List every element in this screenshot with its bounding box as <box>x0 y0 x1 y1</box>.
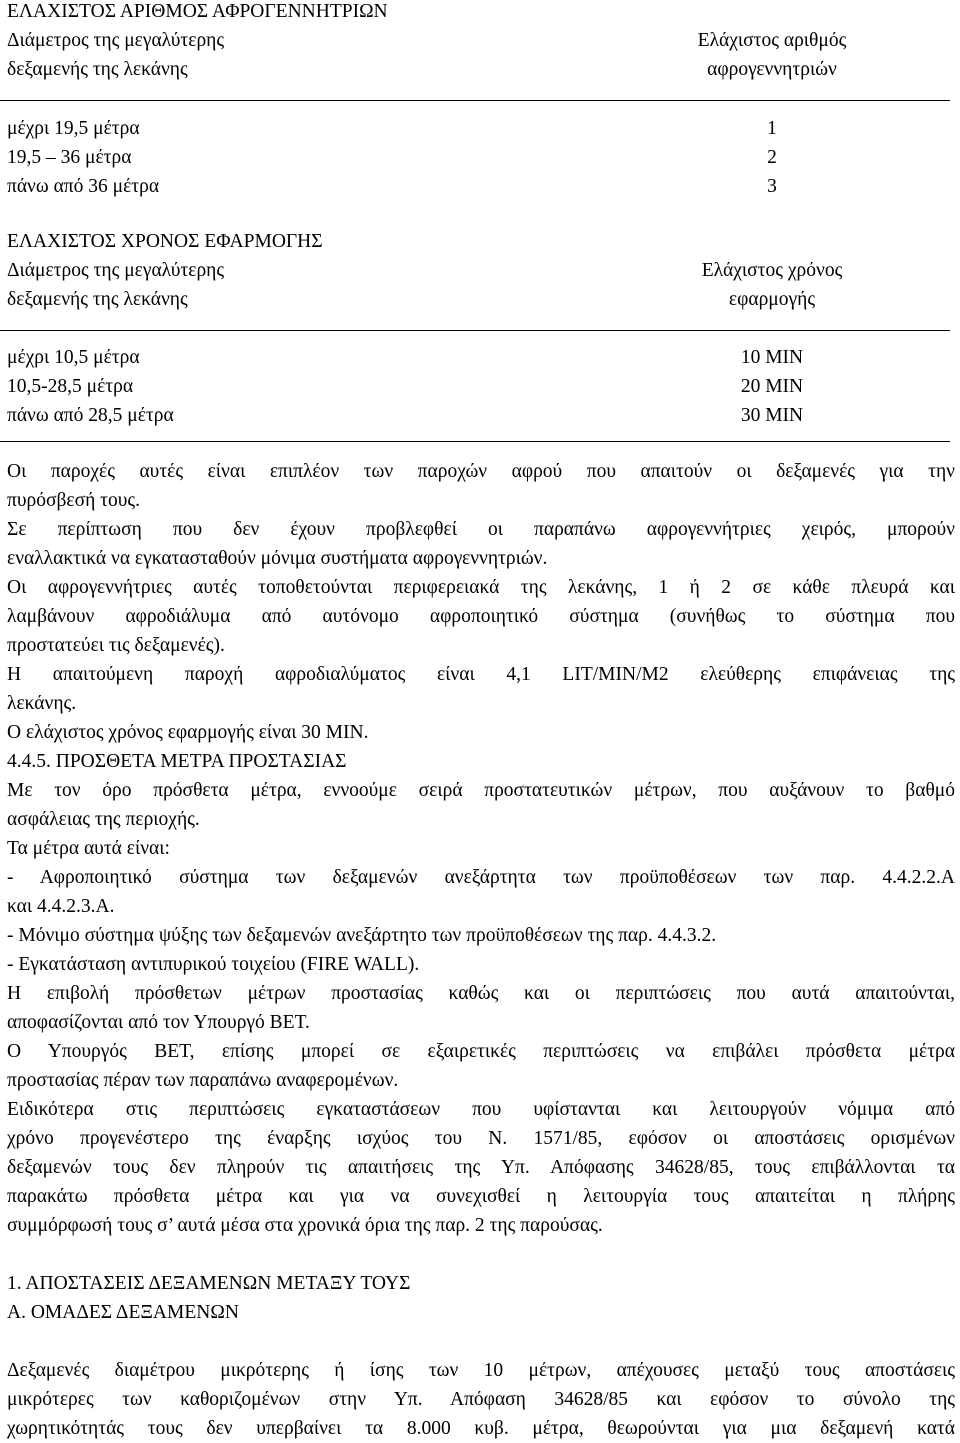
paragraph-line: Ειδικότερα στις περιπτώσεις εγκαταστάσεων που υφίστανται και λειτουργούν νόμιμα από <box>7 1099 955 1120</box>
row-diameter: μέχρι 10,5 μέτρα <box>7 347 140 368</box>
paragraph-line: Ο Υπουργός ΒΕΤ, επίσης μπορεί σε εξαιρετικές περιπτώσεις να επιβάλει πρόσθετα μέτρα <box>7 1041 955 1062</box>
header-left-line1: Διάμετρος της μεγαλύτερης <box>7 30 225 51</box>
row-count: 1 <box>767 118 777 139</box>
row-diameter: πάνω από 28,5 μέτρα <box>7 405 174 426</box>
paragraph-line: Δεξαμενές διαμέτρου μικρότερης ή ίσης των 10 μέτρων, απέχουσες μεταξύ τους αποστάσεις <box>7 1360 955 1381</box>
application-time-rows <box>7 343 955 430</box>
row-diameter: πάνω από 36 μέτρα <box>7 176 160 197</box>
paragraph-line: λαμβάνουν αφροδιάλυμα από αυτόνομο αφροποιητικό σύστημα (συνήθως το σύστημα που <box>7 606 955 627</box>
paragraph-line: προστασίας πέραν των παραπάνω αναφερομένων. <box>7 1070 399 1091</box>
paragraph-line: πυρόσβεσή τους. <box>7 490 141 511</box>
blank-line <box>7 1327 955 1356</box>
paragraph-line: συμμόρφωσή τους σ’ αυτά μέσα στα χρονικά όρια της παρ. 2 της παρούσας. <box>7 1215 603 1236</box>
section-heading: 4.4.5. ΠΡΟΣΘΕΤΑ ΜΕΤΡΑ ΠΡΟΣΤΑΣΙΑΣ <box>7 751 347 772</box>
paragraph-line: δεξαμενών τους δεν πληρούν τις απαιτήσεις της Υπ. Απόφασης 34628/85, τους επιβάλλονται τα <box>7 1157 955 1178</box>
list-item: και 4.4.2.3.Α. <box>7 896 115 917</box>
section-heading: 1. ΑΠΟΣΤΑΣΕΙΣ ΔΕΞΑΜΕΝΩΝ ΜΕΤΑΞΥ ΤΟΥΣ <box>7 1273 411 1294</box>
row-count: 2 <box>767 147 777 168</box>
application-time-table <box>7 256 955 314</box>
header-left-line2: δεξαμενής της λεκάνης <box>7 289 188 310</box>
table-row <box>7 343 955 372</box>
paragraph-line: Οι παροχές αυτές είναι επιπλέον των παροχών αφρού που απαιτούν οι δεξαμενές για την <box>7 461 955 482</box>
paragraph-line: ασφάλειας της περιοχής. <box>7 809 200 830</box>
foam-generators-rows <box>7 114 955 201</box>
paragraph-line: Η επιβολή πρόσθετων μέτρων προστασίας καθώς και οι περιπτώσεις που αυτά απαιτούνται, <box>7 983 955 1004</box>
header-right-line1: Ελάχιστος αριθμός <box>697 30 847 51</box>
table-row <box>7 401 955 430</box>
paragraph-line: λεκάνης. <box>7 693 77 714</box>
foam-generators-table <box>7 26 955 84</box>
table-header-row <box>7 55 955 84</box>
table-header-row <box>7 26 955 55</box>
row-diameter: μέχρι 19,5 μέτρα <box>7 118 140 139</box>
paragraph-line: χρόνο προγενέστερο της έναρξης ισχύος του Ν. 1571/85, εφόσον οι αποστάσεις ορισμένων <box>7 1128 955 1149</box>
paragraph-line: Ο ελάχιστος χρόνος εφαρμογής είναι 30 MIN. <box>7 722 369 743</box>
table-bottom-rule <box>0 441 950 442</box>
paragraph-line: μικρότερες των καθοριζομένων στην Υπ. Απόφαση 34628/85 και εφόσον το σύνολο της <box>7 1389 955 1410</box>
paragraph-line: χωρητικότητάς τους δεν υπερβαίνει τα 8.000 κυβ. μέτρα, θεωρούνται για μια δεξαμενή κατά <box>7 1418 955 1439</box>
paragraph-line: Τα μέτρα αυτά είναι: <box>7 838 170 859</box>
list-item: - Αφροποιητικό σύστημα των δεξαμενών ανεξάρτητα των προϋποθέσεων των παρ. 4.4.2.2.Α <box>7 867 955 888</box>
list-item: - Μόνιμο σύστημα ψύξης των δεξαμενών ανεξάρτητο των προϋποθέσεων της παρ. 4.4.3.2. <box>7 925 717 946</box>
row-diameter: 19,5 – 36 μέτρα <box>7 147 132 168</box>
paragraph-line: αποφασίζονται από τον Υπουργό ΒΕΤ. <box>7 1012 310 1033</box>
header-right-line2: εφαρμογής <box>728 289 816 310</box>
paragraph-line: Σε περίπτωση που δεν έχουν προβλεφθεί οι παραπάνω αφρογεννήτριες χειρός, μπορούν <box>7 519 955 540</box>
header-left-line2: δεξαμενής της λεκάνης <box>7 59 188 80</box>
row-time: 10 MIN <box>740 347 804 368</box>
body-text <box>7 457 955 1443</box>
row-time: 20 MIN <box>740 376 804 397</box>
table-row <box>7 114 955 143</box>
table-row <box>7 143 955 172</box>
header-left-line1: Διάμετρος της μεγαλύτερης <box>7 260 225 281</box>
table-divider <box>0 330 950 331</box>
paragraph-line: Η απαιτούμενη παροχή αφροδιαλύματος είναι 4,1 LIT/MIN/M2 ελεύθερης επιφάνειας της <box>7 664 955 685</box>
row-count: 3 <box>767 176 777 197</box>
table-divider <box>0 100 950 101</box>
header-right-line2: αφρογεννητριών <box>707 59 837 80</box>
section-heading: Α. ΟΜΑΔΕΣ ΔΕΞΑΜΕΝΩΝ <box>7 1302 239 1323</box>
table-header-row <box>7 285 955 314</box>
table-row <box>7 172 955 201</box>
paragraph-line: Οι αφρογεννήτριες αυτές τοποθετούνται περιφερειακά της λεκάνης, 1 ή 2 σε κάθε πλευρά και <box>7 577 955 598</box>
table-header-row <box>7 256 955 285</box>
row-time: 30 MIN <box>740 405 804 426</box>
paragraph-line: εναλλακτικά να εγκατασταθούν μόνιμα συστήματα αφρογεννητριών. <box>7 548 548 569</box>
table-row <box>7 372 955 401</box>
list-item: - Εγκατάσταση αντιπυρικού τοιχείου (FIRE WALL). <box>7 954 420 975</box>
section1-title: ΕΛΑΧΙΣΤΟΣ ΑΡΙΘΜΟΣ ΑΦΡΟΓΕΝΝΗΤΡΙΩΝ <box>7 1 388 22</box>
section2-title: ΕΛΑΧΙΣΤΟΣ ΧΡΟΝΟΣ ΕΦΑΡΜΟΓΗΣ <box>7 231 323 252</box>
paragraph-line: παρακάτω πρόσθετα μέτρα και για να συνεχισθεί η λειτουργία τους απαιτείται η πλήρης <box>7 1186 955 1207</box>
header-right-line1: Ελάχιστος χρόνος <box>701 260 843 281</box>
paragraph-line: Με τον όρο πρόσθετα μέτρα, εννοούμε σειρά προστατευτικών μέτρων, που αυξάνουν το βαθμό <box>7 780 955 801</box>
row-diameter: 10,5-28,5 μέτρα <box>7 376 134 397</box>
paragraph-line: προστατεύει τις δεξαμενές). <box>7 635 225 656</box>
blank-line <box>7 1240 955 1269</box>
